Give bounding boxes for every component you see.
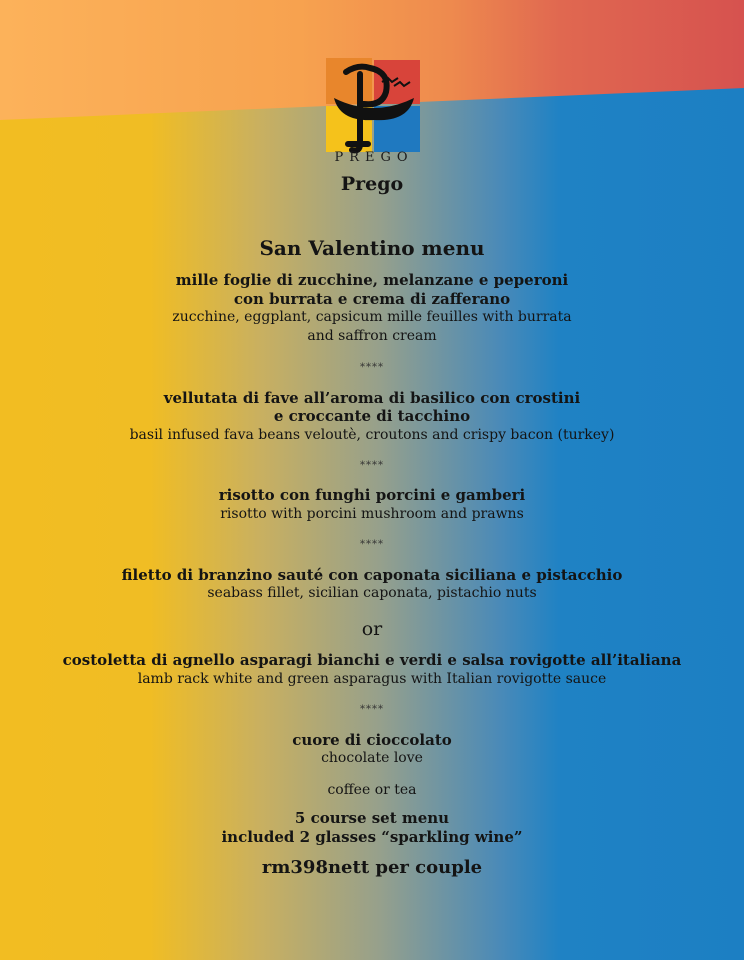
beverage-note: coffee or tea xyxy=(327,782,417,798)
course2-english-line1: basil infused fava beans veloutè, croutons and crispy bacon (turkey) xyxy=(129,427,615,443)
course4b-english-line1: lamb rack white and green asparagus with Italian rovigotte sauce xyxy=(137,671,607,687)
price: rm398nett per couple xyxy=(261,857,483,878)
or-divider: or xyxy=(361,618,383,640)
course3-italian-line1: risotto con funghi porcini e gamberi xyxy=(218,486,526,504)
course1-italian-line2: con burrata e crema di zafferano xyxy=(233,290,511,308)
course1-italian-line1: mille foglie di zucchine, melanzane e peperoni xyxy=(175,271,569,289)
course3-english-line1: risotto with porcini mushroom and prawns xyxy=(220,506,524,522)
separator: **** xyxy=(360,362,384,373)
set-menu-line1: 5 course set menu xyxy=(294,809,450,827)
logo-wordmark: PREGO xyxy=(334,150,414,165)
separator: **** xyxy=(360,460,384,471)
course5-italian-line1: cuore di cioccolato xyxy=(292,731,452,749)
restaurant-name: Prego xyxy=(340,173,404,195)
course4b-italian-line1: costoletta di agnello asparagi bianchi e verdi e salsa rovigotte all’italiana xyxy=(62,651,682,669)
course2-italian-line2: e croccante di tacchino xyxy=(273,407,471,425)
set-menu-line2: included 2 glasses “sparkling wine” xyxy=(221,828,523,846)
course5-english-line1: chocolate love xyxy=(321,750,423,766)
course2-italian-line1: vellutata di fave all’aroma di basilico con crostini xyxy=(163,389,581,407)
course1-english-line2: and saffron cream xyxy=(307,328,437,344)
separator: **** xyxy=(360,704,384,715)
course1-english-line1: zucchine, eggplant, capsicum mille feuilles with burrata xyxy=(172,309,572,325)
course4a-english-line1: seabass fillet, sicilian caponata, pistachio nuts xyxy=(207,585,537,601)
menu-title: San Valentino menu xyxy=(259,236,485,260)
course4a-italian-line1: filetto di branzino sauté con caponata siciliana e pistacchio xyxy=(121,566,623,584)
separator: **** xyxy=(360,539,384,550)
